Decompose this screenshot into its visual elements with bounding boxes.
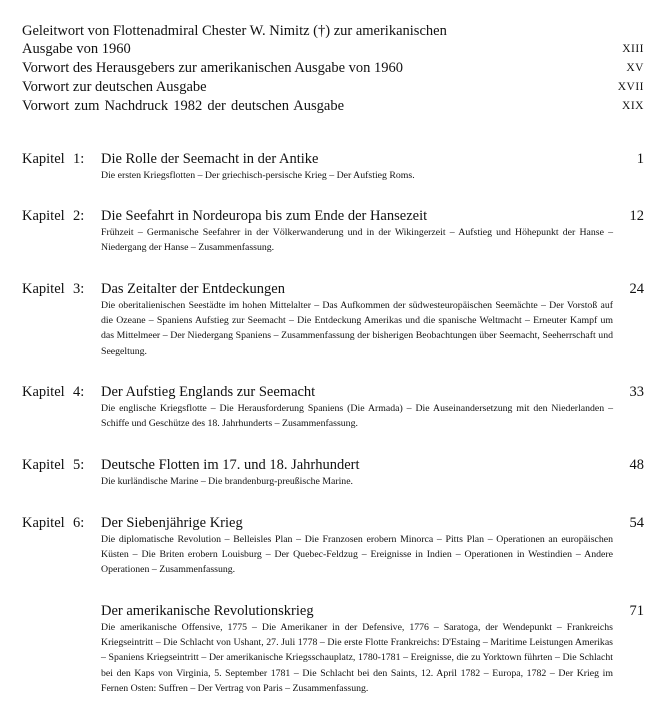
chapter-title: Der Aufstieg Englands zur Seemacht (101, 384, 316, 400)
front-matter-title: Vorwort zum Nachdruck 1982 der deutschen Ausgabe (22, 98, 345, 114)
chapter-summary: Die diplomatische Revolution – Belleisles Plan – Die Franzosen erobern Minorca – Pitts Plan – Operationen an europäischen Küsten – Die Briten erobern Louisburg – Der Quebec-Feldzug – Ereignisse in Indien – Operationen in Westindien – Andere Operationen – Zusammenfassung. (101, 534, 613, 576)
chapter-summary: Frühzeit – Germanische Seefahrer in der Völkerwanderung und in der Wikingerzeit – Aufstieg und Höhepunkt der Hanse – Niedergang der Hanse – Zusammenfassung. (101, 227, 613, 254)
chapter-summary: Die ersten Kriegsflotten – Der griechisch-persische Krieg – Der Aufstieg Roms. (101, 170, 415, 181)
chapter-title: Die Rolle der Seemacht in der Antike (101, 151, 319, 167)
chapter-number: 3: (73, 281, 85, 297)
chapter-label: Kapitel (22, 208, 65, 224)
chapter-page: 1 (636, 151, 644, 167)
chapter-label: Kapitel (22, 515, 65, 531)
chapter-page: 12 (629, 208, 644, 224)
chapter-number: 6: (73, 515, 85, 531)
chapter-label: Kapitel (22, 457, 65, 473)
chapter-title: Der amerikanische Revolutionskrieg (101, 603, 314, 619)
chapter-title: Das Zeitalter der Entdeckungen (101, 281, 285, 297)
front-matter-title: Geleitwort von Flottenadmiral Chester W. Nimitz (†) zur amerikanischen (22, 23, 447, 39)
front-matter-page: XIII (622, 43, 644, 55)
chapter-page: 24 (629, 281, 644, 297)
chapter-summary: Die kurländische Marine – Die brandenburg-preußische Marine. (101, 476, 354, 487)
chapter-label: Kapitel (22, 151, 65, 167)
chapter-page: 48 (629, 457, 644, 473)
chapter-summary: Die amerikanische Offensive, 1775 – Die Amerikaner in der Defensive, 1776 – Saratoga, der Wendepunkt – Frankreichs Kriegseintritt – Die Schlacht von Ushant, 27. Juli 1778 – Die erste Flotte Frankreichs: D'Estaing – Maritime Leistungen Amerikas – Spaniens Kriegseintritt – Der amerikanische Kriegsschauplatz, 1780-1781 – Ereignisse, die zu Yorktown führten – Die Schlacht bei den Kaps von Virginia, 5. September 1781 – Die Schlacht bei den Saints, 12. April 1782 – Europa, 1782 – Der Krieg im Fernen Osten: Suffren – Der Vertrag von Paris – Zusammenfassung. (101, 622, 613, 694)
front-matter-title: Vorwort des Herausgebers zur amerikanischen Ausgabe von 1960 (22, 60, 404, 76)
chapter-summary: Die oberitalienischen Seestädte im hohen Mittelalter – Das Aufkommen der südwesteuropäischen Seemächte – Der Vorstoß auf die Ozeane – Spaniens Aufstieg zur Seemacht – Die Entdeckung Amerikas und die spanische Weltmacht – Erneuter Kampf um das Mittelmeer – Der Niedergang Spaniens – Zusammenfassung der bisherigen Beobachtungen über Seemacht, Seeherrschaft und Seegeltung. (101, 300, 613, 357)
front-matter-title: Ausgabe von 1960 (22, 41, 131, 57)
chapter-summary: Die englische Kriegsflotte – Die Herausforderung Spaniens (Die Armada) – Die Auseinandersetzung mit den Niederlanden – Schiffe und Geschütze des 18. Jahrhunderts – Zusammenfassung. (101, 403, 613, 430)
chapter-number: 4: (73, 384, 85, 400)
chapter-page: 54 (629, 515, 644, 531)
chapter-label: Kapitel (22, 384, 65, 400)
chapter-label: Kapitel (22, 281, 65, 297)
front-matter-page: XV (626, 62, 644, 74)
chapter-title: Die Seefahrt in Nordeuropa bis zum Ende der Hansezeit (101, 208, 428, 224)
chapter-number: 2: (73, 208, 85, 224)
front-matter-page: XVII (617, 81, 644, 93)
chapter-page: 71 (629, 603, 644, 619)
chapter-number: 1: (73, 151, 85, 167)
chapter-title: Deutsche Flotten im 17. und 18. Jahrhundert (101, 457, 360, 473)
front-matter-title: Vorwort zur deutschen Ausgabe (22, 79, 207, 95)
chapter-page: 33 (629, 384, 644, 400)
chapter-title: Der Siebenjährige Krieg (101, 515, 243, 531)
front-matter-page: XIX (622, 100, 644, 112)
chapter-number: 5: (73, 457, 85, 473)
